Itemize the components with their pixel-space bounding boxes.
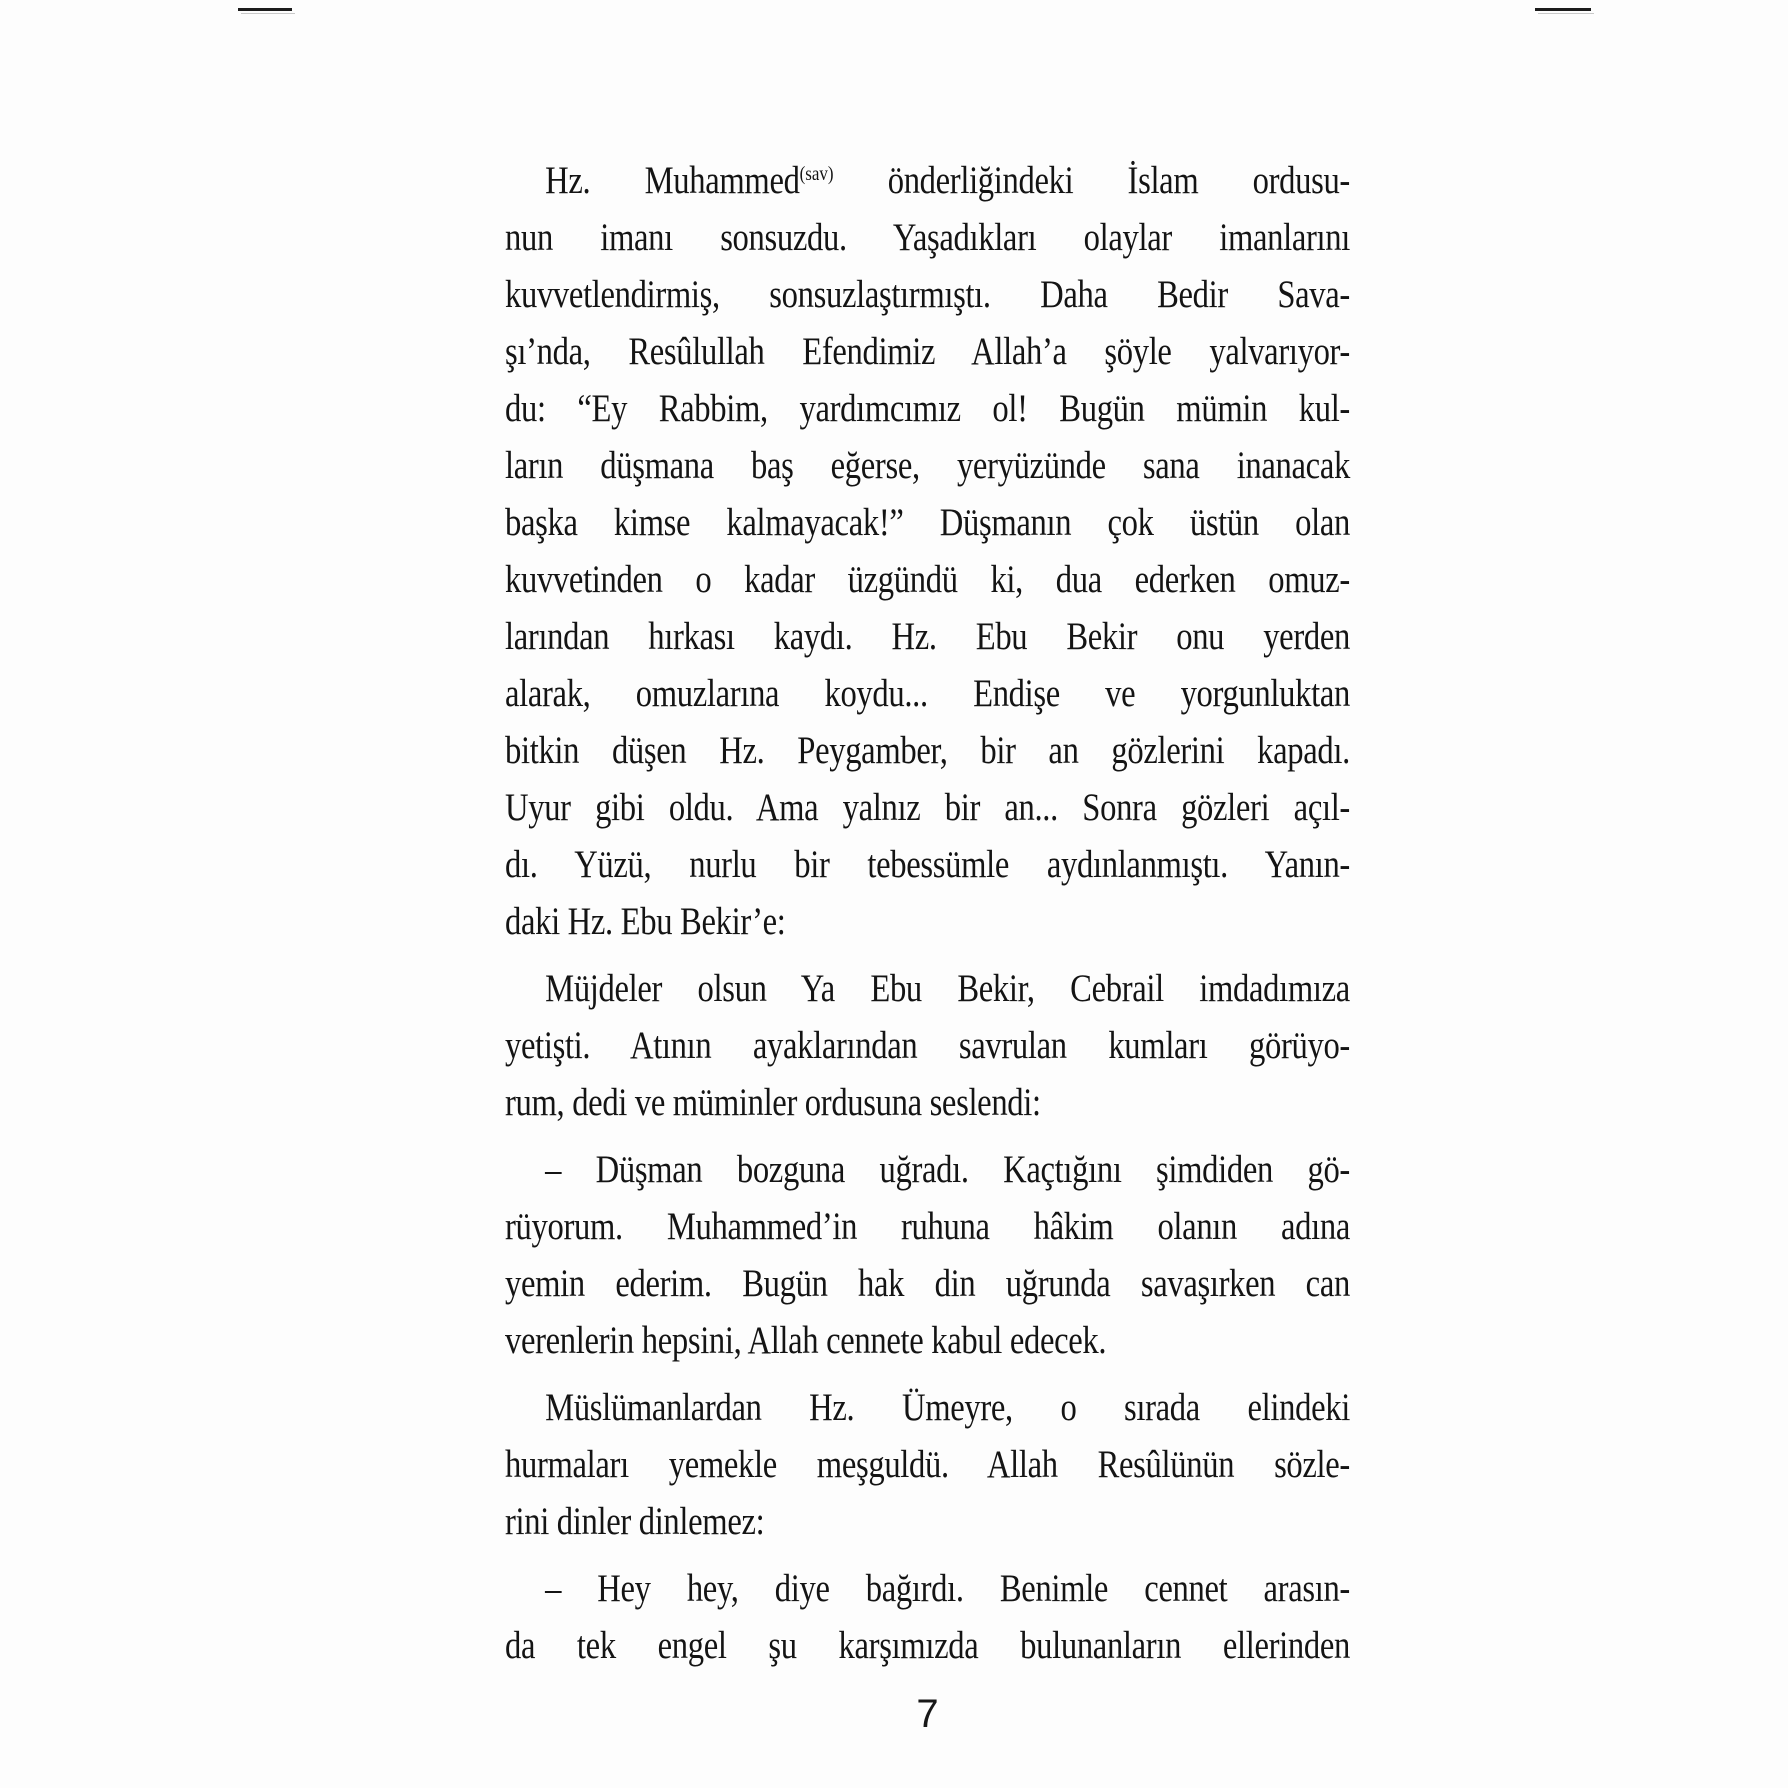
paragraph <box>505 1379 1350 1550</box>
text-line: daki Hz. Ebu Bekir’e: <box>505 900 786 943</box>
text-line: rum, dedi ve müminler ordusuna seslendi: <box>505 1081 1041 1124</box>
text-line: Müslümanlardan Hz. Ümeyre, o sırada elindeki <box>545 1386 1350 1429</box>
text-line: dı. Yüzü, nurlu bir tebessümle aydınlanmıştı. Yanın- <box>505 843 1350 886</box>
text-line: Uyur gibi oldu. Ama yalnız bir an... Sonra gözleri açıl- <box>505 786 1350 829</box>
top-right-rule <box>1535 8 1591 11</box>
text-line: Hz. Muhammed$^{(sav)}$ önderliğindeki İslam ordusu- <box>545 159 1350 202</box>
text-line: da tek engel şu karşımızda bulunanların ellerinden <box>505 1624 1350 1667</box>
text-line: hurmaları yemekle meşguldü. Allah Resûlünün sözle- <box>505 1443 1350 1486</box>
text-line: kuvvetinden o kadar üzgündü ki, dua ederken omuz- <box>505 558 1350 601</box>
text-line: Müjdeler olsun Ya Ebu Bekir, Cebrail imdadımıza <box>545 967 1350 1010</box>
paragraph <box>505 960 1350 1131</box>
top-left-rule-shadow <box>241 13 295 14</box>
text-line: rini dinler dinlemez: <box>505 1500 765 1543</box>
text-line: nun imanı sonsuzdu. Yaşadıkları olaylar imanlarını <box>505 216 1350 259</box>
text-line: kuvvetlendirmiş, sonsuzlaştırmıştı. Daha Bedir Sava- <box>505 273 1350 316</box>
sav-superscript: (sav) <box>799 162 834 185</box>
top-left-rule <box>238 8 292 11</box>
top-right-rule-shadow <box>1538 13 1594 14</box>
text-line: ların düşmana baş eğerse, yeryüzünde sana inanacak <box>505 444 1350 487</box>
text-line: şı’nda, Resûlullah Efendimiz Allah’a şöyle yalvarıyor- <box>505 330 1350 373</box>
page-number: 7 <box>916 1692 939 1736</box>
text-line: – Düşman bozguna uğradı. Kaçtığını şimdiden gö- <box>545 1148 1350 1191</box>
text-line: yetişti. Atının ayaklarından savrulan kumları görüyo- <box>505 1024 1350 1067</box>
text-line: rüyorum. Muhammed’in ruhuna hâkim olanın adına <box>505 1205 1350 1248</box>
text-line: du: “Ey Rabbim, yardımcımız ol! Bugün mümin kul- <box>505 387 1350 430</box>
paragraph <box>505 152 1350 950</box>
paragraph <box>505 1141 1350 1369</box>
text-line: larından hırkası kaydı. Hz. Ebu Bekir onu yerden <box>505 615 1350 658</box>
text-line: – Hey hey, diye bağırdı. Benimle cennet arasın- <box>545 1567 1350 1610</box>
text-line: yemin ederim. Bugün hak din uğrunda savaşırken can <box>505 1262 1350 1305</box>
text-line: bitkin düşen Hz. Peygamber, bir an gözlerini kapadı. <box>505 729 1350 772</box>
paragraph <box>505 1560 1350 1674</box>
text-line: başka kimse kalmayacak!” Düşmanın çok üstün olan <box>505 501 1350 544</box>
text-block <box>505 152 1350 1674</box>
text-line: alarak, omuzlarına koydu... Endişe ve yorgunluktan <box>505 672 1350 715</box>
text-line: verenlerin hepsini, Allah cennete kabul edecek. <box>505 1319 1107 1362</box>
